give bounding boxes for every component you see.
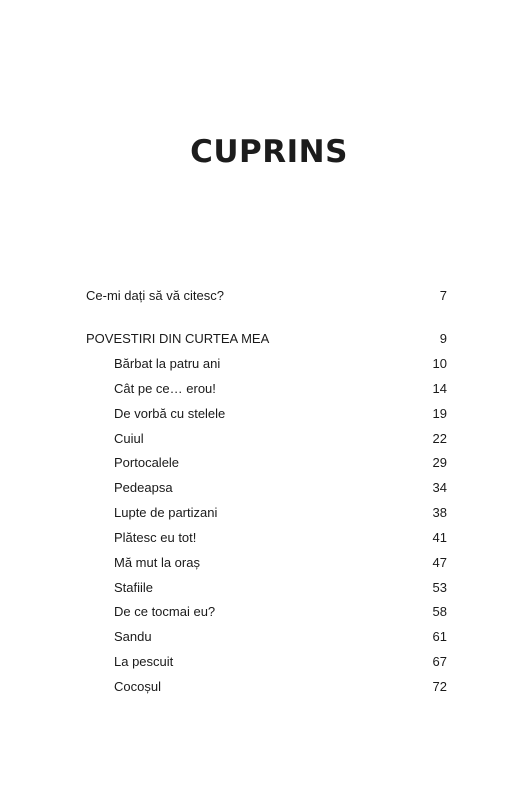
toc-entry-title: Plătesc eu tot! (114, 530, 197, 545)
toc-entry (86, 677, 447, 697)
toc-entry-title: Ce-mi dați să vă citesc? (86, 288, 224, 303)
toc-entry (86, 627, 447, 647)
toc-entry-title: De vorbă cu stelele (114, 406, 226, 421)
toc-entry (86, 503, 447, 523)
toc-entry-title: Lupte de partizani (114, 505, 218, 520)
toc-entry (86, 453, 447, 473)
toc-entry (86, 553, 447, 573)
toc-entry (86, 286, 447, 306)
toc-entry-title: Sandu (114, 629, 152, 644)
toc-entry (86, 578, 447, 598)
toc-entry-page: 58 (432, 604, 447, 619)
toc-section (86, 329, 447, 349)
toc-entry-page: 47 (432, 555, 447, 570)
toc-entry-page: 19 (432, 406, 447, 421)
toc-entry-page: 67 (432, 654, 447, 669)
toc-entry-page: 61 (432, 629, 447, 644)
toc-entry-title: Cuiul (114, 431, 144, 446)
toc-entry-page: 9 (439, 331, 447, 346)
toc-entry-title: Bărbat la patru ani (114, 356, 221, 371)
toc-entry-title: La pescuit (114, 654, 174, 669)
toc-entry (86, 652, 447, 672)
toc-entry-page: 7 (439, 288, 447, 303)
toc-entry (86, 354, 447, 374)
toc-entry-page: 14 (432, 381, 447, 396)
toc-entry (86, 429, 447, 449)
toc-entry-page: 22 (432, 431, 447, 446)
toc-entry-page: 72 (432, 679, 447, 694)
toc-entry (86, 478, 447, 498)
toc-entry-title: Cât pe ce… erou! (114, 381, 216, 396)
toc-entry-page: 34 (432, 480, 447, 495)
toc-entry-page: 38 (432, 505, 447, 520)
toc-entry-title: Stafiile (114, 580, 154, 595)
toc-entry (86, 528, 447, 548)
toc-entry-title: Pedeapsa (114, 480, 173, 495)
toc-entry-title: Mă mut la oraș (114, 555, 200, 570)
toc-entry (86, 404, 447, 424)
toc-entry-page: 53 (432, 580, 447, 595)
toc-entry-page: 29 (432, 455, 447, 470)
page-title: CUPRINS (190, 134, 348, 170)
toc-entry-page: 10 (432, 356, 447, 371)
toc-entry-title: Cocoșul (114, 679, 161, 694)
toc-entry-title: De ce tocmai eu? (114, 604, 216, 619)
toc-entry-title: Portocalele (114, 455, 180, 470)
toc-section-title: POVESTIRI DIN CURTEA MEA (86, 331, 270, 346)
toc-entry-page: 41 (432, 530, 447, 545)
toc-entry (86, 602, 447, 622)
toc-entry (86, 379, 447, 399)
